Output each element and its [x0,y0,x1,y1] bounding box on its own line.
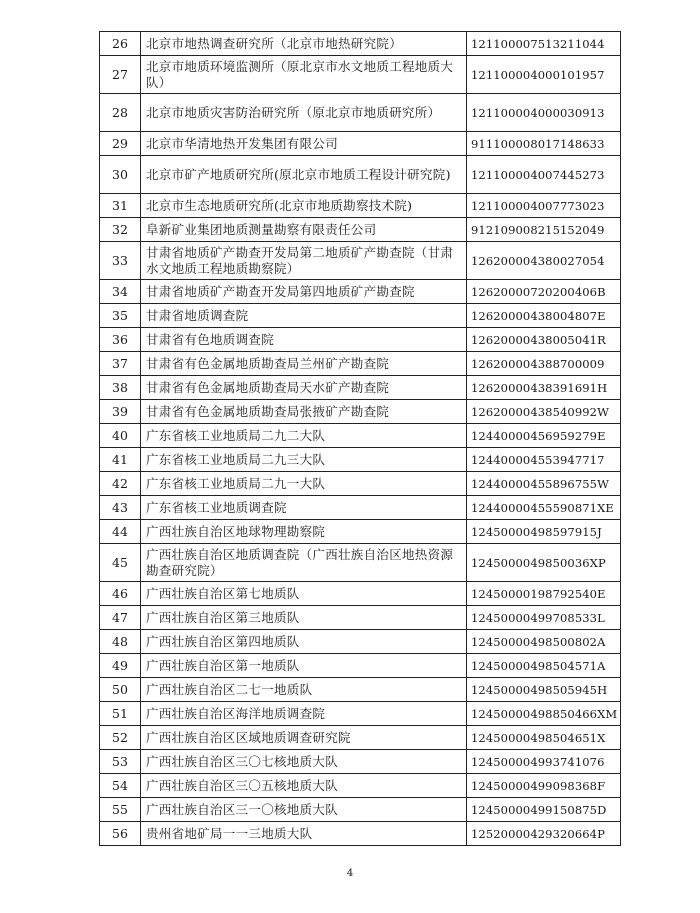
credit-code: 12520000429320664P [467,822,621,846]
row-number: 39 [100,400,141,424]
credit-code: 12440000455590871XE [467,496,621,520]
credit-code: 12450000498504651X [467,726,621,750]
credit-code: 911100008017148633 [467,132,621,156]
table-row [100,156,621,194]
credit-code: 12450000498500802A [467,630,621,654]
unit-name: 广西壮族自治区区域地质调查研究院 [141,726,467,750]
table-row [100,56,621,94]
row-number: 38 [100,376,141,400]
unit-name: 北京市生态地质研究所(北京市地质勘察技术院) [141,194,467,218]
row-number: 54 [100,774,141,798]
row-number: 55 [100,798,141,822]
table-row [100,822,621,846]
table-row [100,798,621,822]
table-row [100,304,621,328]
table-row [100,726,621,750]
credit-code: 912109008215152049 [467,218,621,242]
credit-code: 12450000498505945H [467,678,621,702]
credit-code: 12620000438540992W [467,400,621,424]
credit-code: 1245000049850036XP [467,544,621,582]
row-number: 41 [100,448,141,472]
row-number: 33 [100,242,141,280]
credit-code: 12450000198792540E [467,582,621,606]
unit-name: 广西壮族自治区第一地质队 [141,654,467,678]
row-number: 56 [100,822,141,846]
credit-code: 12450000499150875D [467,798,621,822]
credit-code: 124400004553947717 [467,448,621,472]
row-number: 31 [100,194,141,218]
credit-code: 121100007513211044 [467,32,621,56]
row-number: 51 [100,702,141,726]
unit-name: 广东省核工业地质局二九二大队 [141,424,467,448]
unit-name: 广西壮族自治区三一〇核地质大队 [141,798,467,822]
table-row [100,242,621,280]
unit-name: 广西壮族自治区海洋地质调查院 [141,702,467,726]
row-number: 45 [100,544,141,582]
row-number: 52 [100,726,141,750]
unit-name: 阜新矿业集团地质测量勘察有限责任公司 [141,218,467,242]
unit-name: 北京市华清地热开发集团有限公司 [141,132,467,156]
credit-code: 12440000455896755W [467,472,621,496]
credit-code: 121100004007445273 [467,156,621,194]
table-row [100,774,621,798]
table-row [100,328,621,352]
table-row [100,472,621,496]
table-row [100,678,621,702]
row-number: 37 [100,352,141,376]
credit-code: 121100004007773023 [467,194,621,218]
credit-code: 126200004380027054 [467,242,621,280]
table-row [100,280,621,304]
row-number: 40 [100,424,141,448]
unit-name: 甘肃省有色金属地质勘查局兰州矿产勘查院 [141,352,467,376]
table-row [100,94,621,132]
table-row [100,496,621,520]
page-number: 4 [346,868,354,879]
unit-name: 广西壮族自治区三〇七核地质大队 [141,750,467,774]
unit-name: 甘肃省地质矿产勘查开发局第二地质矿产勘查院（甘肃水文地质工程地质勘察院） [141,242,467,280]
row-number: 29 [100,132,141,156]
row-number: 26 [100,32,141,56]
credit-code: 124500004993741076 [467,750,621,774]
table-row [100,654,621,678]
credit-code: 121100004000101957 [467,56,621,94]
table-row [100,352,621,376]
row-number: 47 [100,606,141,630]
credit-code: 12450000498597915J [467,520,621,544]
credit-code: 12450000499708533L [467,606,621,630]
row-number: 27 [100,56,141,94]
table-row [100,424,621,448]
table-row [100,194,621,218]
credit-code: 12620000438004807E [467,304,621,328]
unit-name: 广西壮族自治区第四地质队 [141,630,467,654]
unit-name: 广东省核工业地质局二九三大队 [141,448,467,472]
table-row [100,376,621,400]
credit-code: 12450000498850466XM [467,702,621,726]
table-row [100,544,621,582]
unit-name: 甘肃省有色金属地质勘查局天水矿产勘查院 [141,376,467,400]
table-row [100,448,621,472]
unit-name: 广西壮族自治区第七地质队 [141,582,467,606]
unit-name: 广西壮族自治区二七一地质队 [141,678,467,702]
credit-code: 126200004388700009 [467,352,621,376]
unit-name: 广东省核工业地质调查院 [141,496,467,520]
row-number: 35 [100,304,141,328]
unit-name: 北京市地质环境监测所（原北京市水文地质工程地质大队） [141,56,467,94]
table-row [100,218,621,242]
unit-name: 广西壮族自治区三〇五核地质大队 [141,774,467,798]
unit-name: 北京市矿产地质研究所(原北京市地质工程设计研究院) [141,156,467,194]
unit-name: 广西壮族自治区第三地质队 [141,606,467,630]
table-body [100,32,621,846]
unit-name: 甘肃省地质调查院 [141,304,467,328]
row-number: 36 [100,328,141,352]
unit-name: 广西壮族自治区地球物理勘察院 [141,520,467,544]
unit-name: 北京市地热调查研究所（北京市地热研究院） [141,32,467,56]
unit-name: 甘肃省有色地质调查院 [141,328,467,352]
row-number: 46 [100,582,141,606]
row-number: 49 [100,654,141,678]
credit-code: 12620000438005041R [467,328,621,352]
row-number: 32 [100,218,141,242]
unit-list-table [99,31,621,846]
row-number: 42 [100,472,141,496]
row-number: 30 [100,156,141,194]
table-row [100,582,621,606]
table-row [100,606,621,630]
credit-code: 12440000456959279E [467,424,621,448]
unit-name: 广西壮族自治区地质调查院（广西壮族自治区地热资源勘查研究院） [141,544,467,582]
row-number: 53 [100,750,141,774]
credit-code: 12450000498504571A [467,654,621,678]
table-row [100,520,621,544]
unit-name: 贵州省地矿局一一三地质大队 [141,822,467,846]
unit-name: 北京市地质灾害防治研究所（原北京市地质研究所） [141,94,467,132]
row-number: 43 [100,496,141,520]
table-row [100,32,621,56]
row-number: 28 [100,94,141,132]
unit-name: 甘肃省地质矿产勘查开发局第四地质矿产勘查院 [141,280,467,304]
unit-name: 广东省核工业地质局二九一大队 [141,472,467,496]
unit-name: 甘肃省有色金属地质勘查局张掖矿产勘查院 [141,400,467,424]
table-row [100,400,621,424]
table-row [100,132,621,156]
table-row [100,702,621,726]
credit-code: 12620000720200406B [467,280,621,304]
row-number: 44 [100,520,141,544]
row-number: 48 [100,630,141,654]
table-row [100,630,621,654]
credit-code: 121100004000030913 [467,94,621,132]
row-number: 34 [100,280,141,304]
credit-code: 12450000499098368F [467,774,621,798]
credit-code: 12620000438391691H [467,376,621,400]
row-number: 50 [100,678,141,702]
table-row [100,750,621,774]
